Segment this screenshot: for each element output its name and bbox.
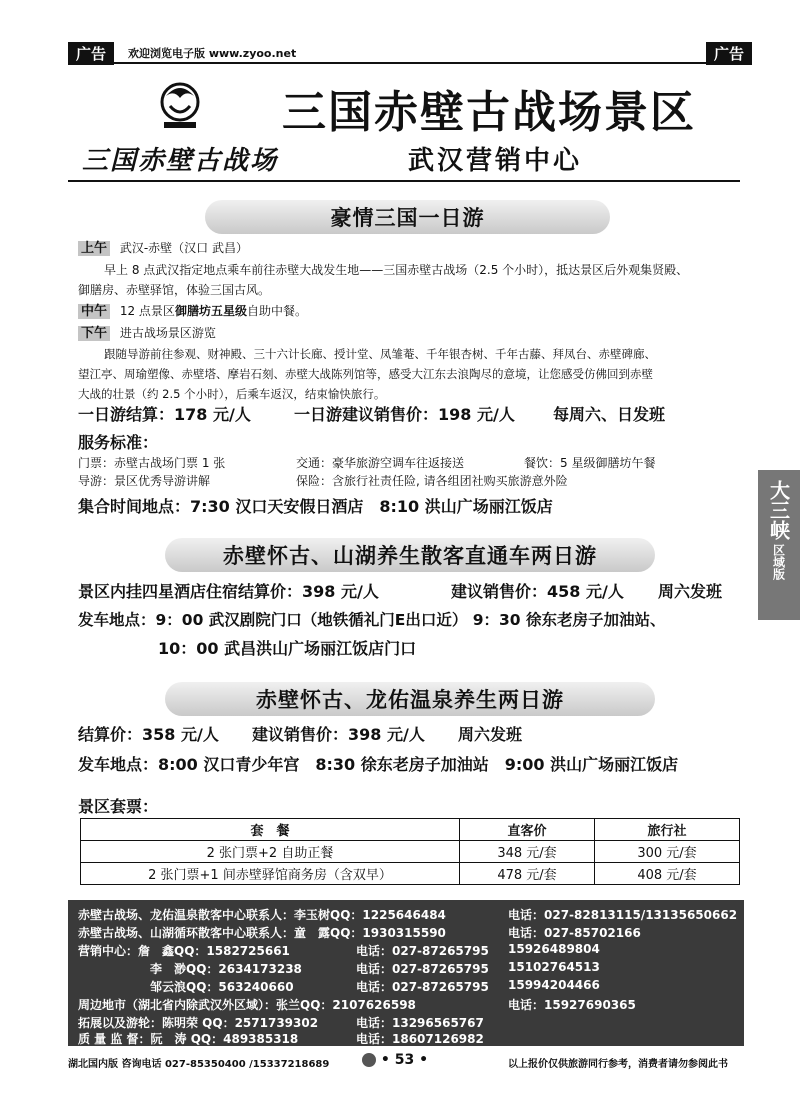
- brand-divider: [68, 180, 740, 182]
- table-row: [81, 863, 740, 885]
- noon-text-end: 自助中餐。: [246, 304, 307, 318]
- contact-shanhu: 赤壁古战场、山湖循环散客中心联系人：童 露QQ：1930315590: [78, 926, 446, 940]
- page-badge-icon: [362, 1053, 376, 1067]
- trip1-noon-line: [78, 301, 307, 322]
- service-ticket: 门票：赤壁古战场门票 1 张: [78, 456, 226, 470]
- pm-title: 进古战场景区游览: [119, 326, 216, 340]
- trip2-schedule: 周六发班: [658, 582, 723, 601]
- ad-tag-left: 广告: [68, 42, 114, 65]
- contact-sales-1: 营销中心：詹 鑫QQ：1582725661: [78, 944, 290, 958]
- page-number-block: [362, 1052, 428, 1068]
- package-name: 2 张门票+2 自助正餐: [81, 841, 460, 863]
- contact-sales-2-phone[interactable]: 电话：027-87265795: [356, 962, 489, 976]
- contact-cruise: 拓展以及游轮：陈明荣 QQ：2571739302: [78, 1016, 319, 1030]
- service-guide: 导游：景区优秀导游讲解: [78, 474, 211, 488]
- pm-desc-1: 跟随导游前往参观、财神殿、三十六计长廊、授计堂、凤雏菴、千年银杏树、千年古藤、拜凤台、赤壁碑廊、: [104, 347, 656, 361]
- service-title: 服务标准：: [78, 433, 159, 452]
- col-header-agency-price: 旅行社: [595, 819, 740, 841]
- tickets-title: 景区套票：: [78, 797, 159, 816]
- table-row: [81, 841, 740, 863]
- page-dot-icon: •: [419, 1052, 429, 1068]
- trip3-price-settle: 结算价：358 元/人: [78, 725, 219, 744]
- page-subtitle: 武汉营销中心: [408, 146, 583, 176]
- contact-sales-3-phone[interactable]: 电话：027-87265795: [356, 980, 489, 994]
- pm-label: 下午: [78, 326, 110, 341]
- contact-longyou: 赤壁古战场、龙佑温泉散客中心联系人：李玉树QQ：1225646484: [78, 908, 446, 922]
- trip1-banner: 豪情三国一日游: [205, 200, 610, 234]
- table-header-row: [81, 819, 740, 841]
- direct-price: 478 元/套: [460, 863, 595, 885]
- trip2-departure-1: 发车地点：9：00 武汉剧院门口（地铁循礼门E出口近） 9：30 徐东老房子加油站、: [78, 611, 666, 629]
- package-name: 2 张门票+1 间赤壁驿馆商务房（含双早）: [81, 863, 460, 885]
- contact-regional: 周边地市（湖北省内除武汉外区域）：张兰QQ：2107626598: [78, 998, 416, 1012]
- service-insurance: 保险：含旅行社责任险, 请各组团社购买旅游意外险: [296, 474, 568, 488]
- contact-sales-3-mobile[interactable]: 15994204466: [508, 978, 600, 992]
- contact-panel: [68, 900, 744, 1046]
- pm-desc-2: 望江亭、周瑜塑像、赤壁塔、摩岩石刻、赤壁大战陈列馆等，感受大江东去浪陶尽的意境，让您感受仿佛回到赤壁: [78, 367, 653, 381]
- trip1-price-settle: 一日游结算：178 元/人: [78, 405, 251, 424]
- side-tab-title: 大三峡: [766, 480, 791, 540]
- trip2-banner: 赤壁怀古、山湖养生散客直通车两日游: [165, 538, 655, 572]
- contact-regional-phone[interactable]: 电话：15927690365: [508, 998, 636, 1012]
- footer-left: 湖北国内版 咨询电话 027-85350400 /15337218689: [68, 1059, 330, 1070]
- side-tab-sub: 区域版: [771, 544, 786, 580]
- trip1-pm-line: [78, 323, 216, 344]
- brand-calligraphy: 三国赤壁古战场: [82, 146, 279, 176]
- trip1-schedule: 每周六、日发班: [553, 405, 666, 424]
- trip3-price-suggest: 建议销售价：398 元/人: [252, 725, 425, 744]
- am-desc-2: 御膳房、赤壁驿馆，体验三国古风。: [78, 283, 271, 297]
- contact-cruise-phone[interactable]: 电话：13296565767: [356, 1016, 484, 1030]
- col-header-package: 套 餐: [81, 819, 460, 841]
- trip3-schedule: 周六发班: [458, 725, 523, 744]
- contact-sales-3: 邹云浪QQ：563240660: [150, 980, 294, 994]
- trip2-departure-2: 10：00 武昌洪山广场丽江饭店门口: [158, 639, 417, 658]
- contact-sales-2: 李 渺QQ：2634173238: [150, 962, 302, 976]
- agency-price: 300 元/套: [595, 841, 740, 863]
- am-label: 上午: [78, 241, 110, 256]
- noon-text: 12 点景区: [119, 304, 175, 318]
- header-rule: [68, 62, 748, 64]
- page-title: 三国赤壁古战场景区: [282, 87, 696, 138]
- am-desc-1: 早上 8 点武汉指定地点乘车前往赤壁大战发生地——三国赤壁古战场（2.5 个小时），抵达景区后外观集贤殿、: [104, 263, 689, 277]
- footer-right: 以上报价仅供旅游同行参考，消费者请勿参阅此书: [508, 1059, 728, 1070]
- trip3-departure: 发车地点：8:00 汉口青少年宫 8:30 徐东老房子加油站 9:00 洪山广场丽江饭店: [78, 755, 679, 774]
- page-dot-icon: •: [380, 1052, 390, 1068]
- side-tab: [758, 470, 800, 620]
- dragon-logo-icon: [150, 76, 210, 132]
- noon-highlight: 御膳坊五星级: [174, 304, 247, 318]
- service-transport: 交通：豪华旅游空调车往返接送: [296, 456, 465, 470]
- contact-sales-2-mobile[interactable]: 15102764513: [508, 960, 600, 974]
- contact-quality-phone[interactable]: 电话：18607126982: [356, 1032, 484, 1046]
- contact-shanhu-phone[interactable]: 电话：027-85702166: [508, 926, 641, 940]
- pm-desc-3: 大战的壮景（约 2.5 个小时），后乘车返汉，结束愉快旅行。: [78, 387, 386, 401]
- trip1-am-line: [78, 238, 248, 259]
- service-meal: 餐饮：5 星级御膳坊午餐: [524, 456, 656, 470]
- contact-sales-1-mobile[interactable]: 15926489804: [508, 942, 600, 956]
- col-header-direct-price: 直客价: [460, 819, 595, 841]
- ad-tag-right: 广告: [706, 42, 752, 65]
- trip2-price-settle: 景区内挂四星酒店住宿结算价：398 元/人: [78, 582, 379, 601]
- agency-price: 408 元/套: [595, 863, 740, 885]
- site-url[interactable]: 欢迎浏览电子版 www.zyoo.net: [128, 47, 297, 60]
- trip1-price-suggest: 一日游建议销售价：198 元/人: [294, 405, 515, 424]
- contact-sales-1-phone[interactable]: 电话：027-87265795: [356, 944, 489, 958]
- page-number: 53: [394, 1052, 415, 1068]
- contact-longyou-phone[interactable]: 电话：027-82813115/13135650662: [508, 908, 738, 922]
- tickets-table: [80, 818, 740, 885]
- noon-label: 中午: [78, 304, 110, 319]
- trip3-banner: 赤壁怀古、龙佑温泉养生两日游: [165, 682, 655, 716]
- direct-price: 348 元/套: [460, 841, 595, 863]
- trip2-price-suggest: 建议销售价：458 元/人: [451, 582, 624, 601]
- trip1-meeting: 集合时间地点：7:30 汉口天安假日酒店 8:10 洪山广场丽江饭店: [78, 497, 553, 516]
- am-route: 武汉-赤壁（汉口 武昌）: [119, 241, 248, 255]
- contact-quality: 质 量 监 督：阮 涛 QQ：489385318: [78, 1032, 299, 1046]
